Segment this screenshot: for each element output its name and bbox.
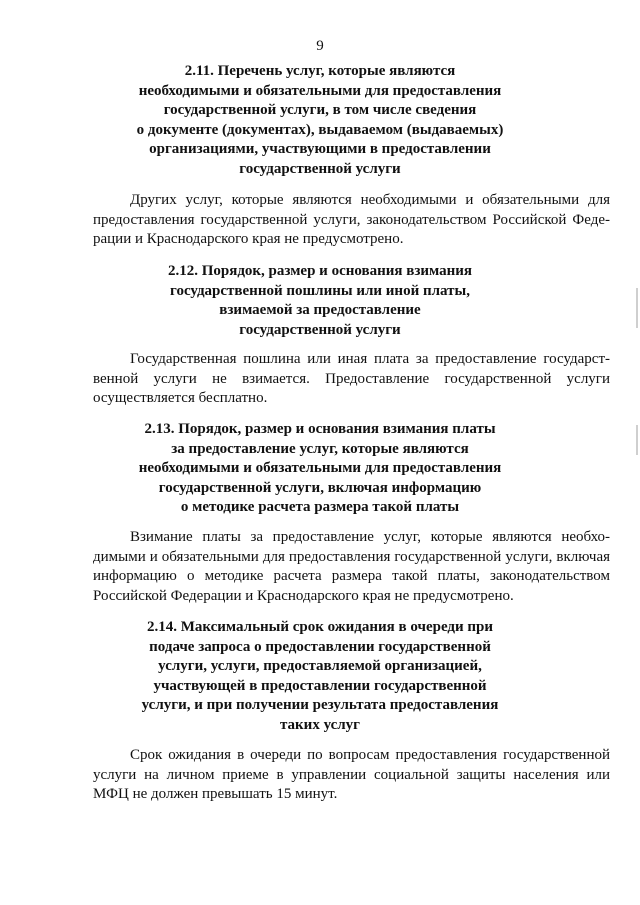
heading-line: организациями, участвующими в предоставлении xyxy=(149,141,491,157)
body-line: Взимание платы за предоставление услуг, которые являются необхо- xyxy=(130,529,610,545)
heading-line: подаче запроса о предоставлении государственной xyxy=(149,638,491,655)
section-2-14-heading xyxy=(0,618,640,735)
heading-line: необходимыми и обязательными для предоставления xyxy=(138,460,502,476)
body-line: Российской Федерации и Краснодарского края не предусмотрено. xyxy=(93,587,514,604)
body-line: услуги на личном приеме в управлении социальной защиты населения или xyxy=(93,766,610,783)
body-line: МФЦ не должен превышать 15 минут. xyxy=(93,786,338,802)
heading-line: взимаемой за предоставление xyxy=(219,302,421,318)
body-line: венной услуги не взимается. Предоставление государственной услуги xyxy=(93,370,610,387)
heading-line: участвующей в предоставлении государственной xyxy=(153,677,487,694)
heading-line: за предоставление услуг, которые являются xyxy=(171,440,469,457)
body-line: димыми и обязательными для предоставления государственной услуги, включая xyxy=(93,548,610,565)
section-2-11-heading xyxy=(0,62,640,179)
section-2-12-body xyxy=(93,350,610,409)
scan-edge-mark xyxy=(636,288,638,328)
heading-line: 2.11. Перечень услуг, которые являются xyxy=(184,63,456,79)
heading-line: услуги, и при получении результата предоставления xyxy=(141,697,499,713)
scan-edge-mark xyxy=(636,425,638,455)
section-2-14-body xyxy=(93,746,610,805)
body-line: Срок ожидания в очереди по вопросам предоставления государственной xyxy=(130,747,610,763)
body-line: осуществляется бесплатно. xyxy=(93,390,268,406)
body-line: информацию о методике расчета размера такой платы, законодательством xyxy=(93,568,610,584)
heading-line: государственной услуги, в том числе сведения xyxy=(163,102,477,118)
section-2-12-heading xyxy=(0,262,640,340)
heading-line: 2.13. Порядок, размер и основания взимания платы xyxy=(144,421,496,437)
body-line: рации и Краснодарского края не предусмотрено. xyxy=(93,231,404,247)
body-line: Государственная пошлина или иная плата за предоставление государст- xyxy=(130,351,610,367)
body-line: предоставления государственной услуги, законодательством Российской Феде- xyxy=(93,211,610,228)
heading-line: государственной пошлины или иной платы, xyxy=(170,282,470,299)
heading-line: необходимыми и обязательными для предоставления xyxy=(138,82,502,99)
heading-line: государственной услуги, включая информацию xyxy=(158,479,482,496)
heading-line: 2.12. Порядок, размер и основания взимания xyxy=(167,263,473,279)
heading-line: 2.14. Максимальный срок ожидания в очереди при xyxy=(146,619,494,635)
heading-line: государственной услуги xyxy=(239,321,401,338)
heading-line: о методике расчета размера такой платы xyxy=(180,499,460,515)
heading-line: государственной услуги xyxy=(239,160,401,177)
heading-line: услуги, услуги, предоставляемой организацией, xyxy=(158,658,482,674)
section-2-13-heading xyxy=(0,420,640,518)
heading-line: о документе (документах), выдаваемом (выдаваемых) xyxy=(136,121,504,138)
page-number: 9 xyxy=(316,38,324,54)
heading-line: таких услуг xyxy=(279,716,360,733)
body-line: Других услуг, которые являются необходимыми и обязательными для xyxy=(130,192,610,208)
section-2-11-body xyxy=(93,191,610,250)
section-2-13-body xyxy=(93,528,610,606)
